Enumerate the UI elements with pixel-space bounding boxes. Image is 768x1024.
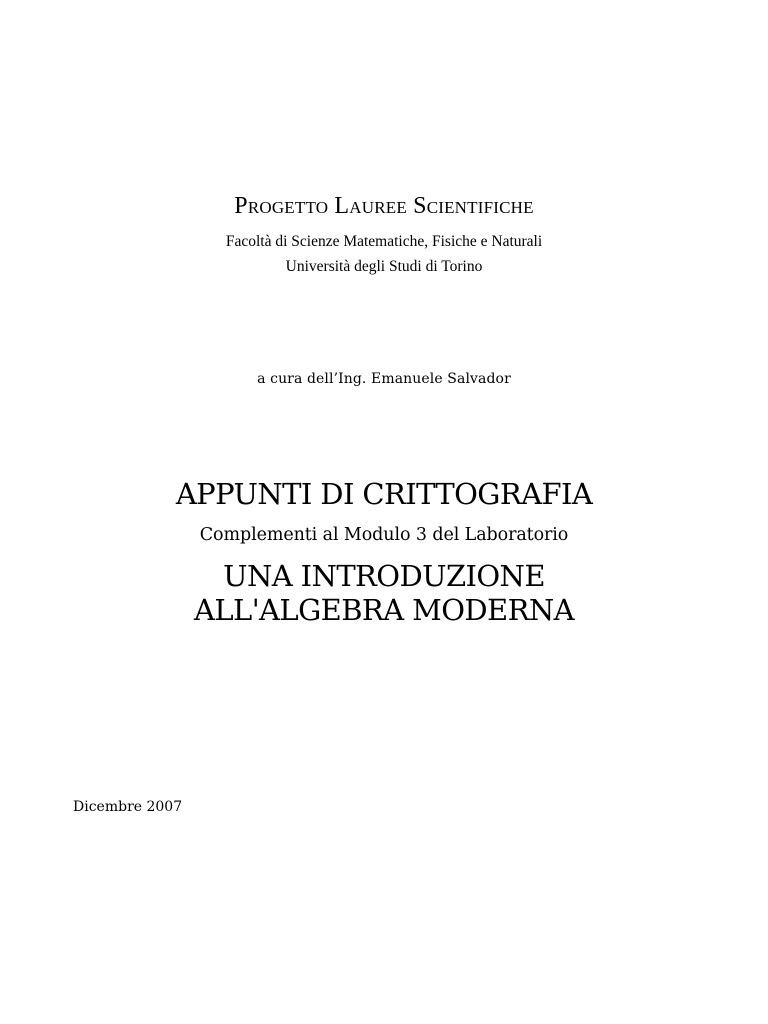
faculty-name: Facoltà di Scienze Matematiche, Fisiche e Naturali xyxy=(225,233,543,250)
editor-credit: a cura dell’Ing. Emanuele Salvador xyxy=(257,371,511,387)
project-title: Progetto Lauree Scientifiche xyxy=(234,193,534,219)
publication-date: Dicembre 2007 xyxy=(73,799,183,815)
document-title: APPUNTI DI CRITTOGRAFIA xyxy=(175,477,593,511)
university-name: Università degli Studi di Torino xyxy=(285,258,483,275)
intro-title-line-1: UNA INTRODUZIONE xyxy=(223,559,545,593)
document-subtitle: Complementi al Modulo 3 del Laboratorio xyxy=(199,525,569,545)
intro-title-line-2: ALL'ALGEBRA MODERNA xyxy=(194,593,574,627)
